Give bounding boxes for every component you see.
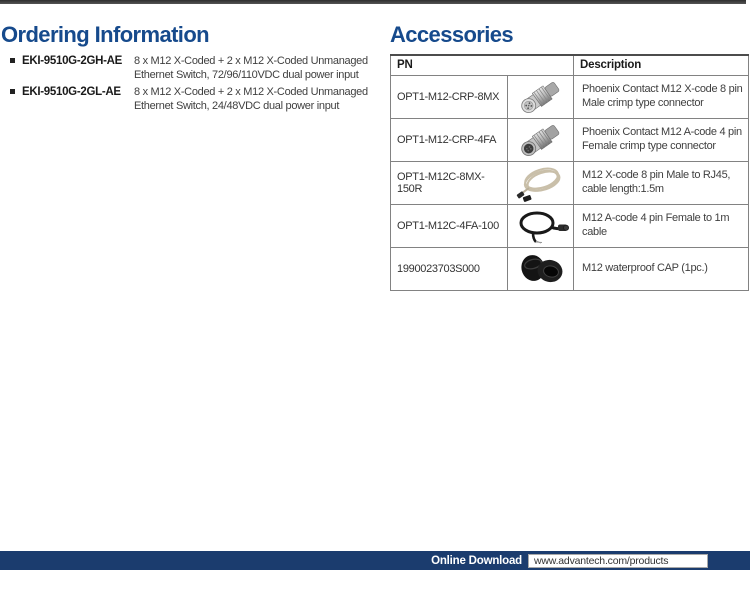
table-row xyxy=(391,118,749,161)
description-line: Phoenix Contact M12 A-code 4 pin xyxy=(582,126,742,138)
column-header-description: Description xyxy=(574,55,749,75)
part-description-line: Ethernet Switch, 24/48VDC dual power input xyxy=(134,100,340,112)
description-line: cable xyxy=(582,225,607,238)
ordering-item xyxy=(10,54,382,82)
table-row xyxy=(391,247,749,290)
bullet-icon xyxy=(10,89,15,94)
m12-x-code-male-connector-photo xyxy=(508,75,574,118)
table-row xyxy=(391,204,749,247)
part-description xyxy=(134,54,370,82)
part-description-line: 8 x M12 X-Coded + 2 x M12 X-Coded Unmanaged xyxy=(134,86,368,98)
table-row xyxy=(391,75,749,118)
column-header-pn: PN xyxy=(391,55,574,75)
looped-black-cable-photo xyxy=(508,204,574,247)
ordering-list xyxy=(10,54,382,116)
part-number: EKI-9510G-2GL-AE xyxy=(22,86,121,98)
m12-a-code-female-connector-photo xyxy=(508,118,574,161)
bullet-icon xyxy=(10,58,15,63)
online-download-label: Online Download xyxy=(431,554,522,567)
coiled-cable-photo xyxy=(508,161,574,204)
accessory-description xyxy=(574,161,749,204)
ordering-item xyxy=(10,85,382,113)
ordering-information-heading: Ordering Information xyxy=(1,22,210,47)
accessory-description xyxy=(574,118,749,161)
accessory-pn: OPT1-M12C-4FA-100 xyxy=(391,204,508,247)
part-description-line: 8 x M12 X-Coded + 2 x M12 X-Coded Unmanaged xyxy=(134,55,368,67)
accessories-table xyxy=(390,54,749,291)
description-line: Phoenix Contact M12 X-code 8 pin xyxy=(582,83,743,95)
description-line: Male crimp type connector xyxy=(582,96,704,109)
accessory-description xyxy=(574,75,749,118)
description-line: M12 waterproof CAP (1pc.) xyxy=(582,261,708,274)
accessories-heading: Accessories xyxy=(390,22,514,47)
part-description xyxy=(134,85,370,113)
accessory-description xyxy=(574,247,749,290)
accessory-pn: 1990023703S000 xyxy=(391,247,508,290)
table-row xyxy=(391,161,749,204)
accessory-pn: OPT1-M12-CRP-4FA xyxy=(391,118,508,161)
part-number: EKI-9510G-2GH-AE xyxy=(22,55,123,67)
description-line: Female crimp type connector xyxy=(582,139,716,152)
download-url[interactable]: www.advantech.com/products xyxy=(528,554,708,568)
description-line: M12 X-code 8 pin Male to RJ45, xyxy=(582,169,731,181)
accessory-pn: OPT1-M12C-8MX-150R xyxy=(391,161,508,204)
waterproof-caps-photo xyxy=(508,247,574,290)
description-line: cable length:1.5m xyxy=(582,182,664,195)
footer-download-bar xyxy=(0,551,750,570)
top-rule-divider xyxy=(0,0,746,4)
accessory-description xyxy=(574,204,749,247)
table-header-row xyxy=(391,55,749,75)
accessory-pn: OPT1-M12-CRP-8MX xyxy=(391,75,508,118)
part-description-line: Ethernet Switch, 72/96/110VDC dual power input xyxy=(134,69,359,81)
description-line: M12 A-code 4 pin Female to 1m xyxy=(582,212,730,224)
